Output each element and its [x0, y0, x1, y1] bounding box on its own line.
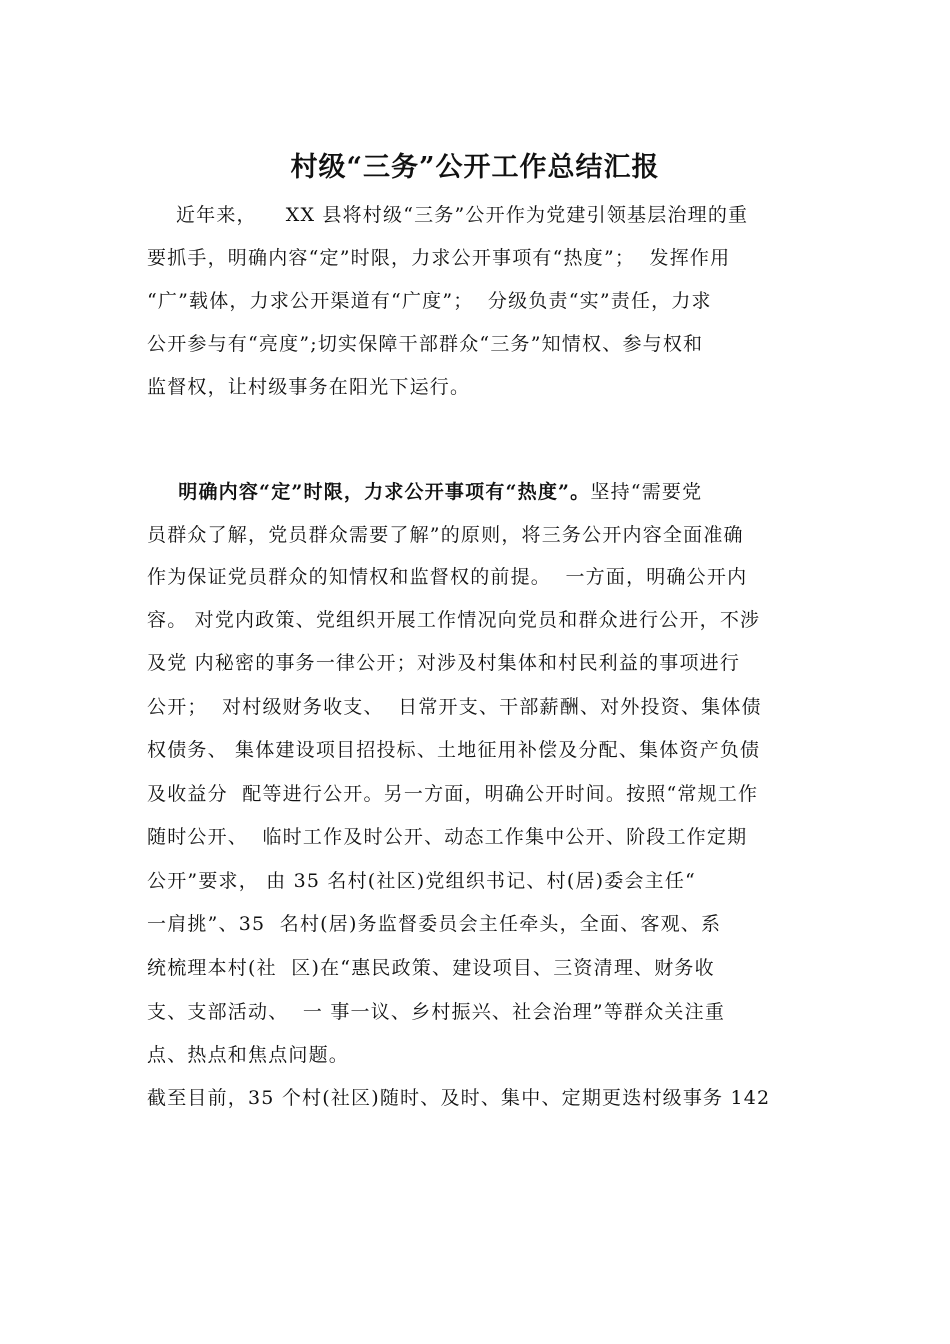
intro-line-4: 公开参与有“亮度”;切实保障干部群众“三务”知情权、参与权和 [147, 333, 704, 355]
section1-line-4: 容。 对党内政策、党组织开展工作情况向党员和群众进行公开，不涉 [147, 609, 761, 631]
section1-line-3: 作为保证党员群众的知情权和监督权的前提。 一方面，明确公开内 [147, 566, 748, 588]
intro-line-5: 监督权，让村级事务在阳光下运行。 [147, 376, 471, 398]
intro-line-3: “广”载体，力求公开渠道有“广度”； 分级负责“实”责任，力求 [147, 290, 712, 312]
section1-line-14: 点、热点和焦点问题。 [147, 1044, 350, 1066]
section1-line-2: 员群众了解，党员群众需要了解”的原则，将三务公开内容全面准确 [147, 524, 744, 546]
section1-line-6: 公开； 对村级财务收支、 日常开支、干部薪酬、对外投资、集体债 [147, 696, 762, 718]
intro-line-2: 要抓手，明确内容“定”时限，力求公开事项有“热度”； 发挥作用 [147, 247, 731, 269]
section1-line-12: 统梳理本村(社 区)在“惠民政策、建设项目、三资清理、财务收 [147, 957, 715, 979]
section1-line-7: 权债务、 集体建设项目招投标、土地征用补偿及分配、集体资产负债 [147, 739, 761, 761]
section1-line-15: 截至目前，35 个村(社区)随时、及时、集中、定期更迭村级事务 142 [147, 1087, 771, 1109]
section1-first-line [147, 477, 702, 507]
section1-line-11: 一肩挑”、35 名村(居)务监督委员会主任牵头，全面、客观、系 [147, 913, 722, 935]
section1-first-line-rest: 坚持“需要党 [590, 481, 703, 503]
section1-line-10: 公开”要求， 由 35 名村(社区)党组织书记、村(居)委会主任“ [147, 870, 696, 892]
document-title: 村级“三务”公开工作总结汇报 [290, 152, 660, 183]
section1-line-5: 及党 内秘密的事务一律公开；对涉及村集体和村民利益的事项进行 [147, 652, 741, 674]
intro-line-1: 近年来， XX 县将村级“三务”公开作为党建引领基层治理的重 [147, 204, 749, 226]
section1-line-13: 支、支部活动、 一 事一议、乡村振兴、社会治理”等群众关注重 [147, 1001, 726, 1023]
section1-heading: 明确内容“定”时限，力求公开事项有“热度”。 [147, 481, 591, 503]
section1-line-9: 随时公开、 临时工作及时公开、动态工作集中公开、阶段工作定期 [147, 826, 748, 848]
section1-line-8: 及收益分 配等进行公开。另一方面，明确公开时间。按照“常规工作 [147, 783, 759, 805]
